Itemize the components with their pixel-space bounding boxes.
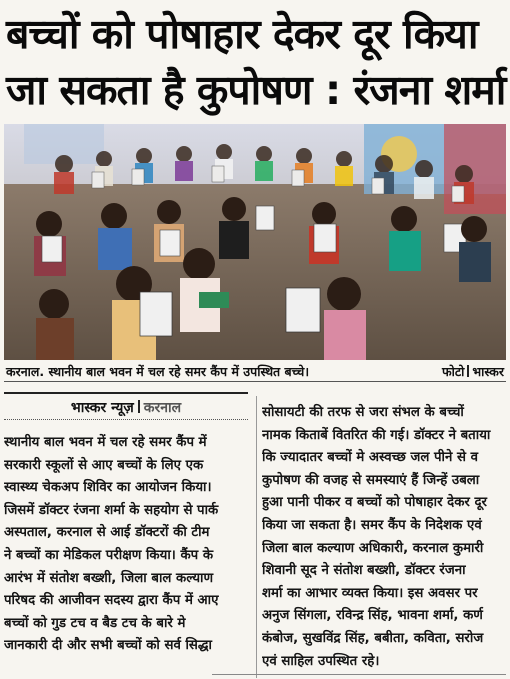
body-line: परिषद की आजीवन सदस्य द्वारा कैंप में आए (4, 593, 219, 609)
body-line: आरंभ में संतोश बख्शी, जिला बाल कल्याण (4, 570, 214, 586)
body-line: सोसायटी की तरफ से जरा संभल के बच्चों (262, 405, 464, 420)
bottom-rule (212, 674, 506, 675)
body-line: शिवानी सूद ने संतोश बख्शी, डॉक्टर रंजना (262, 563, 466, 579)
byline-place: करनाल (143, 400, 182, 416)
photo-credit (442, 362, 504, 382)
byline-agency: भास्कर न्यूज़ (70, 400, 134, 416)
body-line: अनुज सिंगला, रविन्द्र सिंह, भावना शर्मा, कर्ण (262, 608, 483, 624)
credit-source: भास्कर (472, 364, 504, 379)
body-line: कुपोषण की वजह से समस्याएं हैं जिन्हें उबला (262, 472, 480, 488)
credit-separator (467, 365, 469, 377)
body-line: शर्मा का आभार व्यक्त किया। इस अवसर पर (262, 585, 478, 601)
body-line: कंबोज, सुखविंद्र सिंह, बबीता, कविता, सरोज (262, 630, 484, 646)
children-photo-illustration (4, 124, 506, 360)
body-line: स्वास्थ्य चेकअप शिविर का आयोजन किया। (4, 480, 212, 496)
body-line: स्थानीय बाल भवन में चल रहे समर कैंप में (4, 435, 207, 450)
byline-separator (138, 400, 140, 413)
article-column-right (262, 402, 506, 673)
article-body-right (262, 402, 506, 673)
body-line: ने बच्चों का मेडिकल परीक्षण किया। कैंप के (4, 547, 214, 563)
body-line: बच्चों को गुड टच व बैड टच के बारे मे (4, 615, 186, 631)
photo-caption (4, 362, 506, 382)
body-line: जिला बाल कल्याण अधिकारी, करनाल कुमारी (262, 540, 484, 556)
headline-line-1: बच्चों को पोषाहार देकर दूर किया (6, 10, 478, 58)
byline (4, 392, 248, 420)
body-line: सरकारी स्कूलों से आए बच्चों के लिए एक (4, 457, 204, 473)
article-column-left (4, 392, 248, 658)
headline (6, 6, 504, 118)
body-line: जानकारी दी और सभी बच्चों को सर्व सिद्धा (4, 638, 212, 654)
credit-prefix: फोटो (441, 364, 465, 379)
news-photo (4, 124, 506, 360)
article-body-left (4, 426, 248, 658)
headline-line-2: जा सकता है कुपोषण : रंजना शर्मा (6, 66, 506, 114)
body-line: जिसमें डॉक्टर रंजना शर्मा के सहयोग से पार्क (4, 502, 219, 518)
body-line: हुआ पानी पीकर व बच्चों को पोषाहार देकर दूर (262, 495, 487, 511)
body-line: अस्पताल, करनाल से आई डॉक्टरों की टीम (4, 525, 210, 541)
body-line: किया जा सकता है। समर कैंप के निदेशक एवं (262, 517, 482, 533)
body-line: एवं साहिल उपस्थित रहे। (262, 653, 380, 669)
column-divider (256, 396, 257, 678)
body-line: कि ज्यादातर बच्चों मे अस्वच्छ जल पीने से व (262, 450, 478, 466)
body-line: नामक किताबें वितरित की गई। डॉक्टर ने बताया (262, 427, 491, 443)
caption-text: करनाल. स्थानीय बाल भवन में चल रहे समर कैंप में उपस्थित बच्चे। (6, 364, 310, 379)
